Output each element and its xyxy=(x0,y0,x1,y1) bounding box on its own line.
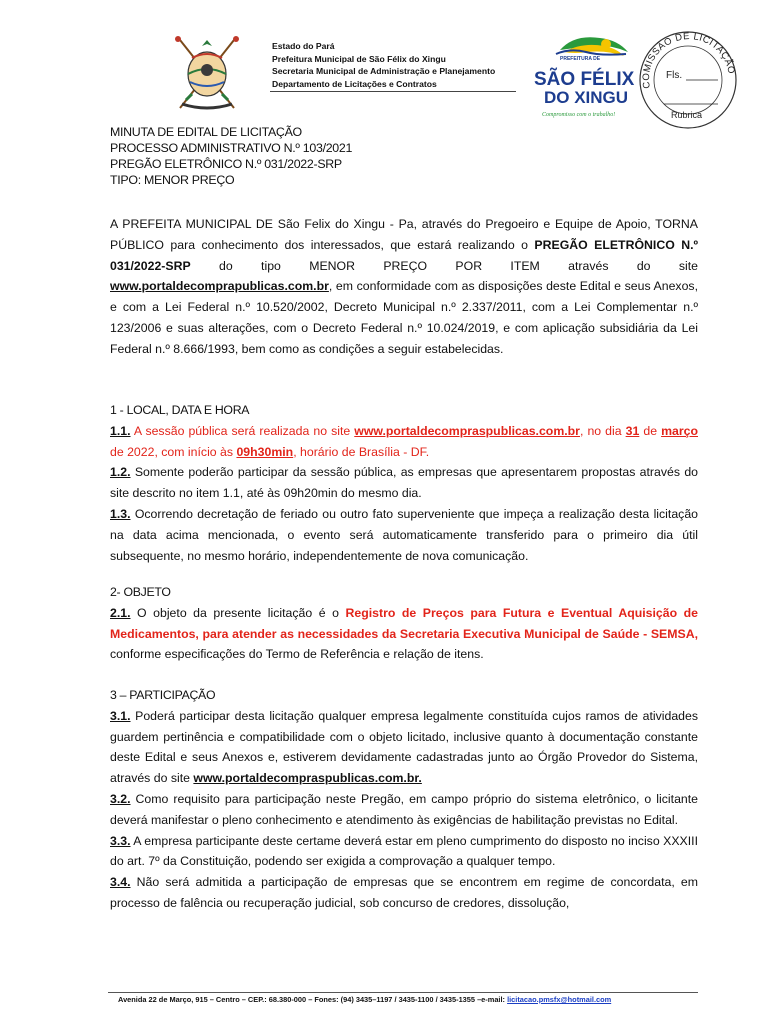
svg-text:PREFEITURA DE: PREFEITURA DE xyxy=(560,56,601,62)
item-number: 3.3. xyxy=(110,833,131,848)
section-local-data-hora xyxy=(110,400,698,566)
title-line-pregao: PREGÃO ELETRÔNICO N.º 031/2022-SRP xyxy=(110,157,342,171)
item-1-1 xyxy=(110,421,698,463)
title-line-tipo: TIPO: MENOR PREÇO xyxy=(110,173,235,187)
item-1-3 xyxy=(110,504,698,566)
item-number: 3.4. xyxy=(110,875,131,890)
section-3-heading: 3 – PARTICIPAÇÃO xyxy=(110,688,216,702)
item-1-1-text-5: , horário de Brasília - DF. xyxy=(293,444,430,459)
item-3-2 xyxy=(110,789,698,831)
municipal-crest-icon xyxy=(172,34,242,114)
item-number: 3.1. xyxy=(110,708,131,723)
item-3-3-text: A empresa participante deste certame deverá estar em pleno cumprimento do disposto no inciso XXXIII do art. 7º da Constituição, podendo ser exigida a comprovação a qualquer tempo. xyxy=(110,833,698,869)
logo-tagline: Compromisso com o trabalho! xyxy=(542,112,616,118)
item-3-1-portal-link[interactable]: www.portaldecompraspublicas.com.br. xyxy=(193,771,422,786)
item-1-1-text-2: , no dia xyxy=(579,423,626,438)
header-secretariat: Secretaria Municipal de Administração e Planejamento xyxy=(272,66,496,76)
item-number: 2.1. xyxy=(110,605,131,620)
item-1-2 xyxy=(110,462,698,504)
footer-address-text: Avenida 22 de Março, 915 – Centro – CEP.: 68.380-000 – Fones: (94) 3435–1197 / 3435-1100 / 3435-1355 –e-mail: xyxy=(118,995,508,1004)
item-1-1-text-1: A sessão pública será realizada no site xyxy=(130,423,355,438)
item-1-1-portal-link[interactable]: www.portaldecompraspublicas.com.br xyxy=(354,423,580,438)
item-2-1-object: Registro de Preços para Futura e Eventual Aquisição de Medicamentos, para atender as necessidades da Secretaria Executiva Municipal de Saúde - SEMSA, xyxy=(110,605,698,641)
logo-name-line1: SÃO FÉLIX xyxy=(534,69,635,90)
item-number: 1.3. xyxy=(110,506,131,521)
item-number: 3.2. xyxy=(110,791,131,806)
header-institution xyxy=(272,40,495,90)
stamp-rubrica-label: Rubrica xyxy=(671,110,703,120)
item-number: 1.2. xyxy=(110,465,131,480)
item-1-1-month: março xyxy=(661,423,698,438)
item-2-1-text-1: O objeto da presente licitação é o xyxy=(130,605,346,620)
item-3-2-text: Como requisito para participação neste Pregão, em campo próprio do sistema eletrônico, o licitante deverá manifestar o pleno conhecimento e atendimento às exigências de habilitação previstas no Edital. xyxy=(110,791,698,827)
footer-email-link[interactable]: licitacao.pmsfx@hotmail.com xyxy=(507,995,612,1004)
item-3-1 xyxy=(110,706,698,789)
header-prefecture: Prefeitura Municipal de São Félix do Xingu xyxy=(272,53,446,64)
header-divider xyxy=(270,91,516,92)
logo-name-line2: DO XINGU xyxy=(544,88,629,107)
commission-stamp xyxy=(636,28,740,132)
intro-pregao-ref: PREGÃO ELETRÔNICO N.º 031/2022-SRP xyxy=(110,237,698,273)
intro-paragraph xyxy=(110,214,698,360)
item-1-1-text-3: de xyxy=(639,423,662,438)
intro-text-2: do tipo MENOR PREÇO POR ITEM através do site xyxy=(190,258,698,273)
header-department: Departamento de Licitações e Contratos xyxy=(272,78,437,89)
intro-text-3: , em conformidade com as disposições deste Edital e seus Anexos, e com a Lei Federal n.º 10.520/2002, Decreto Municipal n.º 2.337/2011, com a Lei Complementar n.º 123/2006 e suas alterações, com o Decreto Federal n.º 10.024/2019, e com aplicação subsidiária da Lei Federal n.º 8.666/1993, bem como as condições a seguir estabelecidas. xyxy=(110,279,698,356)
intro-text-1: A PREFEITA MUNICIPAL DE São Felix do Xingu - Pa, através do Pregoeiro e Equipe de Apoio, TORNA PÚBLICO para conhecimento dos interessados, que estará realizando o xyxy=(110,217,698,252)
item-3-4 xyxy=(110,872,698,914)
item-number: 1.1. xyxy=(110,423,131,438)
title-line-minuta: MINUTA DE EDITAL DE LICITAÇÃO xyxy=(110,125,302,139)
item-1-2-text: Somente poderão participar da sessão pública, as empresas que apresentarem propostas através do site descrito no item 1.1, até às 09h20min do mesmo dia. xyxy=(110,465,698,501)
stamp-fls-label: Fls. xyxy=(666,70,683,81)
item-3-1-text: Poderá participar desta licitação qualquer empresa legalmente constituída cujos ramos de atividades guardem pertinência e compatibilidade com o objeto licitado, inclusive quanto à documentação constante deste Edital e seus Anexos e, estiverem devidamente cadastradas junto ao Órgão Provedor do Sistema, através do site xyxy=(110,708,698,786)
item-3-3 xyxy=(110,831,698,873)
item-1-3-text: Ocorrendo decretação de feriado ou outro fato superveniente que impeça a realização desta licitação na data acima mencionada, o evento será automaticamente transferido para o primeiro dia útil subsequente, no mesmo horário, independentemente de nova comunicação. xyxy=(110,506,698,563)
item-1-1-text-4: de 2022, com início às xyxy=(110,444,237,459)
footer-divider xyxy=(108,992,698,993)
section-objeto xyxy=(110,582,698,665)
item-2-1 xyxy=(110,603,698,665)
item-3-4-text: Não será admitida a participação de empresas que se encontrem em regime de concordata, em processo de falência ou recuperação judicial, sob concurso de credores, dissolução, xyxy=(110,875,698,910)
stamp-arc-text: COMISSÃO DE LICITAÇÃO xyxy=(640,30,737,90)
item-2-1-text-2: conforme especificações do Termo de Referência e relação de itens. xyxy=(110,647,484,662)
intro-portal-link[interactable]: www.portaldecomprapublicas.com.br xyxy=(110,279,329,294)
section-1-heading: 1 - LOCAL, DATA E HORA xyxy=(110,403,250,417)
section-participacao xyxy=(110,685,698,914)
sao-felix-logo xyxy=(530,30,648,122)
edital-title-block xyxy=(110,124,698,188)
footer-address xyxy=(118,995,611,1004)
section-2-heading: 2- OBJETO xyxy=(110,585,171,599)
title-line-processo: PROCESSO ADMINISTRATIVO N.º 103/2021 xyxy=(110,141,353,155)
header-state: Estado do Pará xyxy=(272,41,335,51)
item-1-1-time: 09h30min xyxy=(236,444,294,459)
item-1-1-day: 31 xyxy=(625,423,640,438)
